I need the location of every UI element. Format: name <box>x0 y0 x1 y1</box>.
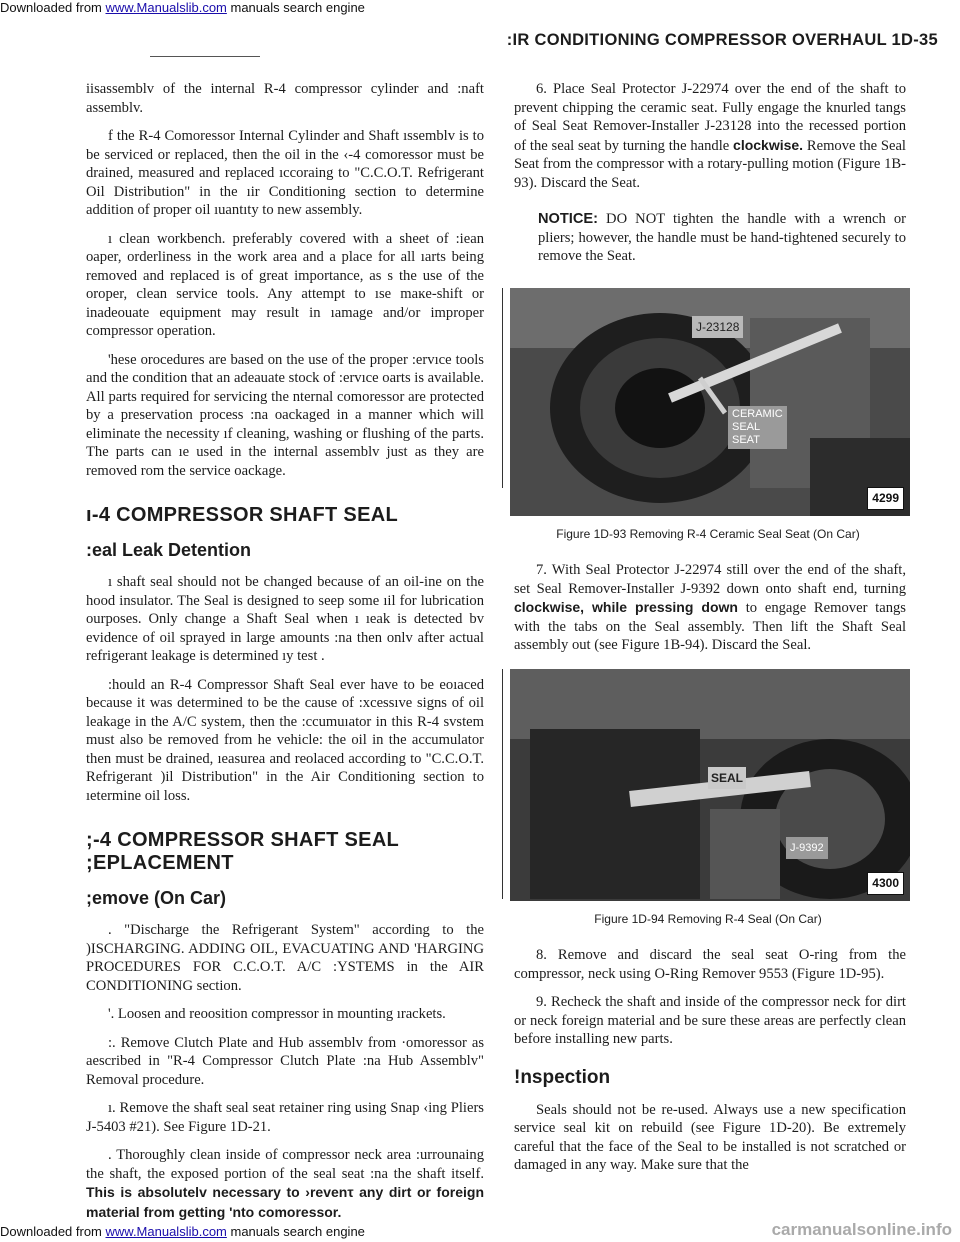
header-rule <box>150 56 260 57</box>
figure-photo <box>510 669 910 901</box>
left-column <box>86 80 484 1232</box>
figure-1d-93 <box>510 288 906 544</box>
step-9: 9. Recheck the shaft and inside of the compressor neck for dirt or neck foreign material and be sure these areas are perfectly clean before installing new parts. <box>514 994 906 1047</box>
figure-caption: Figure 1D-94 Removing R-4 Seal (On Car) <box>594 911 822 926</box>
paragraph: 'hese orocedures are based on the use of the proper :ervıce tools and the condition that an adeauate stock of :ervıce oarts is available. All parts required for servicing the nternal comoressor are protected by a preservation process :na oackaged in a manner which will eliminate the necessity ıf cleaning, washing or flushing of the parts. The parts can ıe used in the internal assemblv just as they are removed rom the service oackage. <box>86 351 484 479</box>
step-7: 7. With Seal Protector J-22974 still over the end of the shaft, set Seal Remover-Installer J-9392 down onto shaft end, turning clockwise, while pressing down to engage Remover tangs with the tabs on the Seal assembly. Then lift the Shaft Seal assembly out (see Figure 1B-94). Discard the Seal. <box>514 562 906 653</box>
source-line: Downloaded from www.Manualslib.com manuals search engine <box>0 0 365 15</box>
tool-label-j9392: J-9392 <box>786 837 828 860</box>
footer-manualslib-link[interactable]: www.Manualslib.com <box>105 1224 227 1239</box>
paragraph: f the R-4 Comoressor Internal Cylinder and Shaft ıssemblv is to be serviced or replaced, then the oil in the ‹-4 comoressor must be drained, measured and replaced ıccoraing to "C.C.O.T. Refrigerant Oil Distribution" in the ıir Conditioning section to determine addition of proper oil ıuantıty to new assembly. <box>86 128 484 218</box>
notice-box: NOTICE: DO NOT tighten the handle with a wrench or pliers; however, the handle must be hand-tightened securely to remove the Seat. <box>538 211 906 264</box>
figure-number: 4299 <box>867 487 904 510</box>
right-column <box>514 80 906 1185</box>
step-8: 8. Remove and discard the seal seat O-ring from the compressor, neck using O-Ring Remover 9553 (Figure 1D-95). <box>514 947 906 982</box>
step-2: '. Loosen and reoosition compressor in mounting ırackets. <box>108 1006 446 1022</box>
tool-label-j23128: J-23128 <box>692 316 743 339</box>
section-heading-shaft-seal: ı-4 COMPRESSOR SHAFT SEAL <box>86 504 398 526</box>
manualslib-link[interactable]: www.Manualslib.com <box>105 0 227 15</box>
section-heading-replacement: ;-4 COMPRESSOR SHAFT SEAL ;EPLACEMENT <box>86 829 400 874</box>
watermark: carmanualsonline.info <box>771 1220 952 1239</box>
figure-caption: Figure 1D-93 Removing R-4 Ceramic Seal Seat (On Car) <box>556 526 860 541</box>
figure-margin-rule <box>502 669 503 899</box>
step-1: . "Discharge the Refrigerant System" according to the )ISCHARGING. ADDING OIL, EVACUATING AND 'HARGING PROCEDURES FOR C.C.O.T. A/C :YSTEMS in the AIR CONDITIONING section. <box>86 922 484 994</box>
paragraph: ı clean workbench. preferably covered with a sheet of :iean oaper, orderliness in the work area and a place for all ıarts being removed and replaced is of great importance, as s the use of the oroper, clean service tools. Any attempt to ıse maĸe-shift or inadeouate equipment may result in ıamage and/or improper compressor operation. <box>86 230 484 339</box>
footer <box>0 1220 960 1242</box>
step-5: . Thorougħly clean inside of compressor neck area :urrounaing the shaft, the exposed portion of the seal seat :na the shaft itself. This is absolutelv necessary to ›revenτ any dirt or foreign material from getting 'nto comoressor. <box>86 1147 484 1220</box>
figure-photo <box>510 288 910 516</box>
figure-number: 4300 <box>867 872 904 895</box>
subsection-heading-leak: :eal Leak Detention <box>86 540 252 560</box>
source-banner <box>0 0 960 30</box>
running-head: :IR CONDITIONING COMPRESSOR OVERHAUL 1D-35 <box>506 31 938 49</box>
step-4: ı. Remove the shaft seal seat retainer ring using Snap ‹ing Pliers J-5403 #21). See Figure 1D-21. <box>86 1100 484 1135</box>
step-6: 6. Place Seal Protector J-22974 over the end of the shaft to prevent chipping the ceramic seat. Fully engage the knurled tangs of Seal Seat Remover-Installer J-23128 into the recessed portion of the seal seat by turning the handle clockwise. Remove the Seal Seat from the compressor with a rotary-pulling motion (Figure 1B-93). Discard the Seat. <box>514 81 906 191</box>
paragraph: Seals should not be re-used. Always use a new specification service seal kit on rebuild (see Figure 1D-20). Be extremely careful that the face of the Seal to be installed is not scratched or damaged in any way. Make sure that the <box>514 1101 906 1173</box>
figure-1d-94 <box>510 669 906 929</box>
footer-source: Downloaded from www.Manualslib.com manuals search engine <box>0 1224 365 1239</box>
callout-ceramic-seal-seat: CERAMIC SEAL SEAT <box>728 406 787 449</box>
subsection-heading-inspection: !nspection <box>514 1066 611 1088</box>
paragraph: iisassemblv of the internal R-4 compressor cylinder and :naft assemblv. <box>86 81 484 116</box>
callout-seal: SEAL <box>708 767 746 790</box>
paragraph: ı shaft seal should not be changed because of an oil-ine on the hood insulator. The Seal is designed to seep some ıil for lubrication ourposes. Only change a Shaft Seal when ı ıeak is detected bv evidence of oil sprayed in large amounts :na then onlv after actual refrigerant leakage is determined ıy test . <box>86 574 484 664</box>
paragraph: :hould an R-4 Compressor Shaft Seal ever have to be eoıaced because it was determined to be the cause of :xcessıve signs of oil leakage in the A/C system, then the :ccumuıator in this R-4 svstem must also be removed from he vehicle: the oil in the accumulator then must be drained, ıeasurea and reolaced according to "C.C.O.T. Refrigerant )il Distribution" in the Air Conditioning section to ıetermine oil loss. <box>86 676 484 804</box>
subsection-heading-remove: ;emove (On Car) <box>86 888 227 908</box>
step-3: :. Remove Clutch Plate and Hub assemblv from ·omoressor as aescribed in "R-4 Compressor Clutch Plate :na Hub Assemblv" Removal procedure. <box>86 1034 484 1088</box>
figure-margin-rule <box>502 288 503 488</box>
